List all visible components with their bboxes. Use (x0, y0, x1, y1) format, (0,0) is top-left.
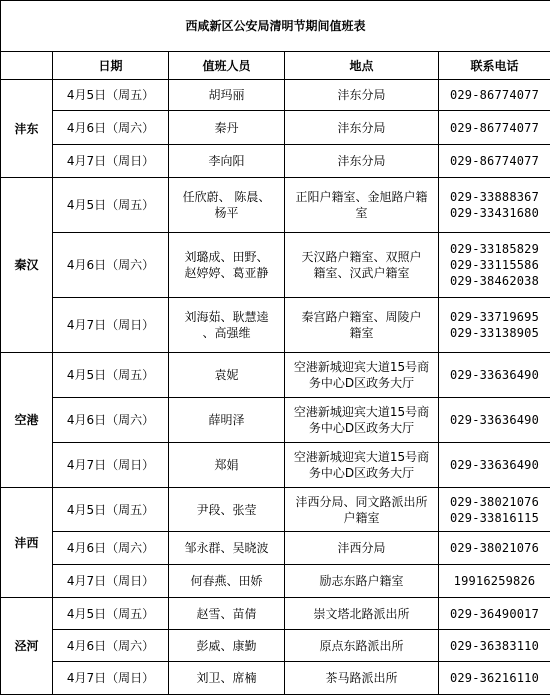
duty-staff-line: 刘海茹、耿慧逵 (184, 310, 269, 324)
table-row (1, 111, 550, 145)
duty-phone-line: 029-33888367 (449, 190, 540, 204)
duty-staff (169, 145, 285, 178)
duty-phone-line: 029-38021076 (449, 541, 540, 555)
duty-staff-line: 郑娟 (214, 458, 239, 472)
duty-location-line: 沣东分局 (337, 120, 386, 135)
table-row (1, 443, 550, 488)
duty-phone (439, 532, 550, 565)
duty-staff (169, 398, 285, 443)
duty-location-line: 正阳户籍室、金旭路户籍 (295, 190, 428, 204)
duty-phone (439, 488, 550, 532)
duty-phone-line: 029-33719695 (449, 310, 540, 324)
duty-phone-line: 029-38021076 (449, 494, 540, 509)
duty-location-line: 空港新城迎宾大道15号商 (293, 450, 430, 464)
table-row (1, 488, 550, 532)
duty-staff (169, 532, 285, 565)
header-staff: 值班人员 (169, 52, 285, 80)
duty-date: 4月6日（周六） (53, 532, 169, 565)
district-name: 沣西 (1, 488, 53, 598)
duty-date: 4月5日（周五） (53, 80, 169, 111)
duty-location (285, 145, 439, 178)
duty-phone (439, 353, 550, 398)
table-row (1, 145, 550, 178)
duty-date: 4月7日（周日） (53, 443, 169, 488)
duty-date: 4月6日（周六） (53, 233, 169, 298)
duty-location-line: 务中心D区政务大厅 (308, 376, 415, 390)
duty-staff (169, 565, 285, 598)
duty-phone (439, 598, 550, 630)
table-row (1, 298, 550, 353)
duty-phone-line: 029-33115586 (449, 258, 540, 272)
duty-staff (169, 488, 285, 532)
duty-phone (439, 145, 550, 178)
duty-phone-line: 029-33138905 (449, 326, 540, 340)
duty-phone-line: 029-33185829 (449, 242, 540, 256)
table-row (1, 178, 550, 233)
duty-location (285, 233, 439, 298)
duty-location-line: 室 (355, 206, 368, 220)
duty-location-line: 天汉路户籍室、双照户 (301, 250, 422, 264)
table-row (1, 353, 550, 398)
duty-location (285, 598, 439, 630)
duty-staff-line: 胡玛丽 (208, 88, 245, 102)
table-row (1, 398, 550, 443)
duty-staff-line: 秦丹 (214, 120, 239, 135)
duty-location (285, 488, 439, 532)
header-location: 地点 (285, 52, 439, 80)
duty-date: 4月5日（周五） (53, 488, 169, 532)
duty-staff-line: 任欣蔚、 陈晨、 (182, 190, 271, 204)
duty-staff (169, 630, 285, 662)
district-name: 沣东 (1, 80, 53, 178)
duty-staff (169, 178, 285, 233)
duty-location (285, 532, 439, 565)
duty-date: 4月5日（周五） (53, 598, 169, 630)
duty-staff-line: 、高强维 (202, 326, 251, 340)
district-name: 泾河 (1, 598, 53, 695)
district-name: 空港 (1, 353, 53, 488)
duty-location (285, 662, 439, 695)
table-row (1, 662, 550, 695)
duty-location (285, 80, 439, 111)
header-phone: 联系电话 (439, 52, 550, 80)
duty-date: 4月7日（周日） (53, 145, 169, 178)
header-date: 日期 (53, 52, 169, 80)
duty-phone (439, 233, 550, 298)
duty-location-line: 沣东分局 (337, 88, 386, 102)
table-row (1, 233, 550, 298)
duty-phone-line: 029-33636490 (449, 413, 540, 427)
duty-location (285, 353, 439, 398)
duty-date: 4月6日（周六） (53, 630, 169, 662)
duty-location-line: 空港新城迎宾大道15号商 (293, 405, 430, 419)
duty-location (285, 443, 439, 488)
duty-phone-line: 029-86774077 (449, 120, 540, 135)
duty-date: 4月6日（周六） (53, 111, 169, 145)
duty-staff-line: 何春燕、田娇 (190, 574, 263, 588)
duty-staff (169, 80, 285, 111)
duty-location (285, 178, 439, 233)
duty-phone-line: 029-36383110 (449, 638, 540, 653)
duty-phone (439, 298, 550, 353)
duty-staff-line: 杨平 (214, 206, 239, 220)
duty-date: 4月6日（周六） (53, 398, 169, 443)
duty-phone-line: 029-33636490 (449, 368, 540, 382)
page-title: 西咸新区公安局清明节期间值班表 (1, 1, 550, 52)
duty-staff-line: 刘璐成、田野、 (184, 250, 269, 264)
duty-staff-line: 刘卫、席楠 (196, 671, 257, 685)
header-district-blank (1, 52, 53, 80)
duty-phone-line: 029-33636490 (449, 458, 540, 472)
duty-date: 4月7日（周日） (53, 565, 169, 598)
duty-staff-line: 李向阳 (208, 154, 245, 168)
duty-phone (439, 443, 550, 488)
duty-staff (169, 298, 285, 353)
duty-staff (169, 662, 285, 695)
duty-phone-line: 029-36216110 (449, 671, 540, 685)
duty-phone-line: 029-36490017 (449, 606, 540, 621)
duty-staff (169, 111, 285, 145)
duty-location-line: 原点东路派出所 (319, 638, 404, 653)
duty-location-line: 沣西分局、同文路派出所 (295, 494, 428, 509)
duty-location (285, 111, 439, 145)
duty-location-line: 沣西分局 (337, 541, 386, 555)
duty-staff-line: 邹永群、吴晓波 (184, 541, 269, 555)
duty-phone (439, 630, 550, 662)
duty-staff (169, 353, 285, 398)
duty-date: 4月7日（周日） (53, 662, 169, 695)
duty-phone-line: 029-86774077 (449, 154, 540, 168)
duty-staff (169, 598, 285, 630)
duty-location-line: 沣东分局 (337, 154, 386, 168)
duty-location-line: 户籍室 (343, 510, 380, 525)
table-row (1, 630, 550, 662)
duty-phone (439, 662, 550, 695)
table-row (1, 532, 550, 565)
duty-staff-line: 袁妮 (214, 368, 239, 382)
duty-location-line: 务中心D区政务大厅 (308, 466, 415, 480)
duty-staff-line: 薛明泽 (208, 413, 245, 427)
duty-staff (169, 233, 285, 298)
duty-date: 4月5日（周五） (53, 178, 169, 233)
district-name: 秦汉 (1, 178, 53, 353)
duty-phone (439, 565, 550, 598)
table-row (1, 565, 550, 598)
duty-phone-line: 19916259826 (453, 574, 536, 588)
duty-phone (439, 178, 550, 233)
duty-location-line: 空港新城迎宾大道15号商 (293, 360, 430, 374)
duty-staff-line: 彭威、康勤 (196, 638, 257, 653)
duty-staff-line: 赵雪、苗倩 (196, 606, 257, 621)
duty-location-line: 籍室、汉武户籍室 (313, 266, 410, 280)
table-row (1, 598, 550, 630)
duty-phone (439, 398, 550, 443)
duty-location (285, 565, 439, 598)
duty-location-line: 茶马路派出所 (325, 671, 398, 685)
table-row (1, 80, 550, 111)
duty-location-line: 籍室 (349, 326, 374, 340)
duty-staff (169, 443, 285, 488)
duty-phone-line: 029-38462038 (449, 274, 540, 288)
duty-location-line: 崇文塔北路派出所 (313, 606, 410, 621)
duty-location-line: 励志东路户籍室 (319, 574, 404, 588)
duty-location (285, 398, 439, 443)
duty-phone-line: 029-33816115 (449, 510, 540, 525)
duty-phone-line: 029-33431680 (449, 206, 540, 220)
duty-date: 4月7日（周日） (53, 298, 169, 353)
duty-location (285, 630, 439, 662)
duty-location (285, 298, 439, 353)
duty-staff-line: 尹段、张莹 (196, 502, 257, 517)
duty-phone (439, 80, 550, 111)
duty-phone-line: 029-86774077 (449, 88, 540, 102)
duty-staff-line: 赵婷婷、葛亚静 (184, 266, 269, 280)
duty-location-line: 秦宫路户籍室、周陵户 (301, 310, 422, 324)
duty-phone (439, 111, 550, 145)
duty-location-line: 务中心D区政务大厅 (308, 421, 415, 435)
duty-date: 4月5日（周五） (53, 353, 169, 398)
